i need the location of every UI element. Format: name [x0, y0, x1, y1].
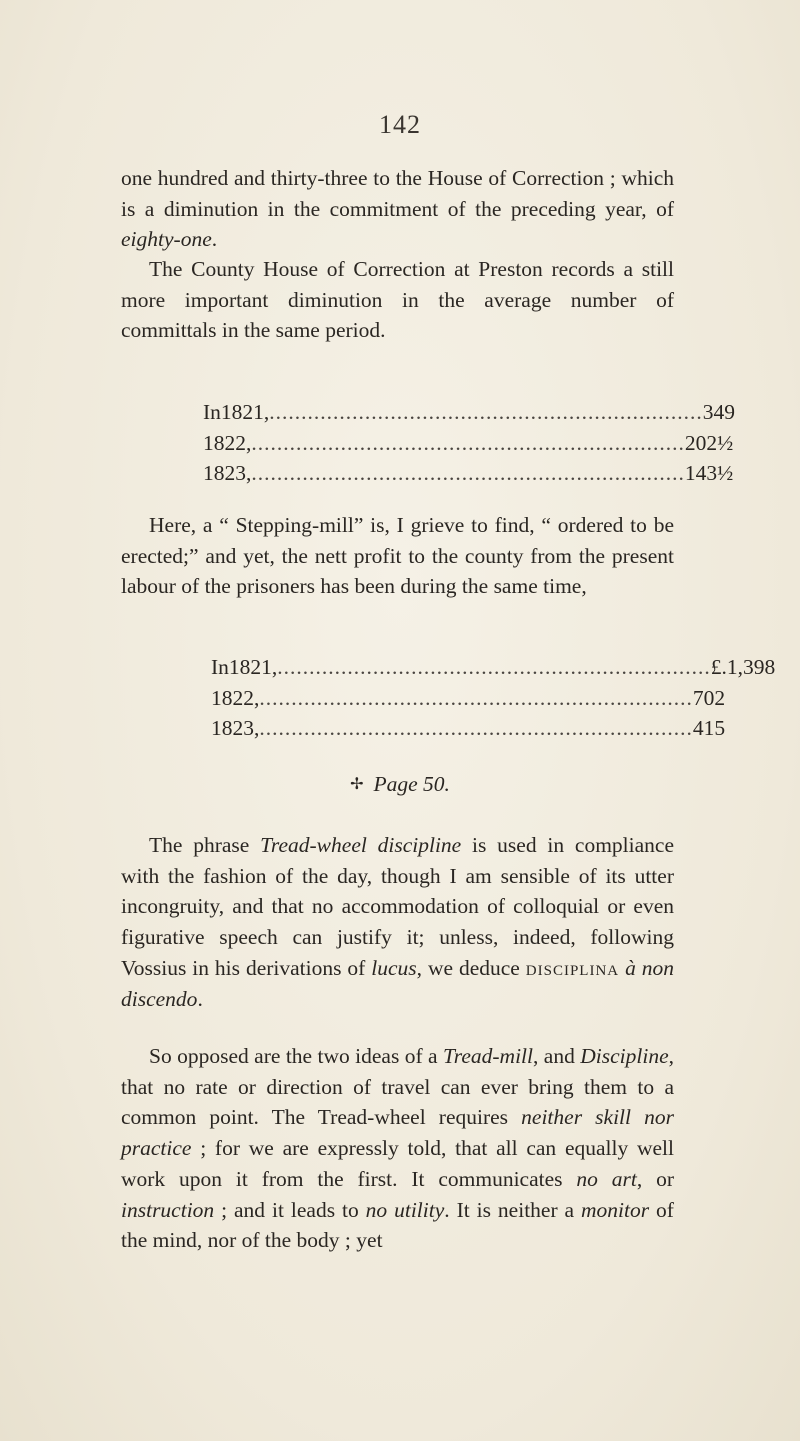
- committals-table: [203, 397, 736, 489]
- profit-table: [211, 652, 776, 744]
- table-row: 1822, .................................................................... 702: [211, 685, 726, 710]
- paragraph-opposed-ideas: So opposed are the two ideas of a Tread-mill, and Discipline, that no rate or direction of travel can ever bring them to a common point. The Tread-wheel requires neither skill nor practice ; for we are expressly told, that all can equally well work upon it from the first. It communicates no art, or instruction ; and it leads to no utility. It is neither a monitor of the mind, nor of the body ; yet: [121, 1044, 674, 1253]
- paragraph-continuation: one hundred and thirty-three to the House of Correction ; which is a diminution in the commitment of the preceding year, of eighty-one.: [121, 166, 674, 252]
- page-reference: ✢ Page 50.: [350, 772, 450, 796]
- table-row: 1823, .................................................................... 143½: [203, 461, 734, 485]
- table-row: 1822, .................................................................... 202½: [203, 430, 734, 455]
- paragraph-stepping-mill: Here, a “ Stepping-mill” is, I grieve to find, “ ordered to be erected;” and yet, the nett profit to the county from the present labour of the prisoners has been during the same time,: [121, 513, 674, 599]
- page-number: 142: [379, 110, 421, 139]
- table-row: In 1821, .................................................................... 349: [203, 400, 736, 424]
- table-row: In 1821, .................................................................... £.1,398: [211, 655, 776, 679]
- paragraph-preston: The County House of Correction at Preston records a still more important diminution in the average number of committals in the same period.: [121, 257, 674, 343]
- table-row: 1823, .................................................................... 415: [211, 716, 726, 740]
- ornament-icon: ✢: [350, 776, 364, 793]
- paragraph-tread-wheel: The phrase Tread-wheel discipline is used in compliance with the fashion of the day, though I am sensible of its utter incongruity, and that no accommodation of colloquial or even figurative speech can justify it; unless, indeed, following Vossius in his derivations of lucus, we deduce disciplina à non discendo.: [121, 833, 675, 1011]
